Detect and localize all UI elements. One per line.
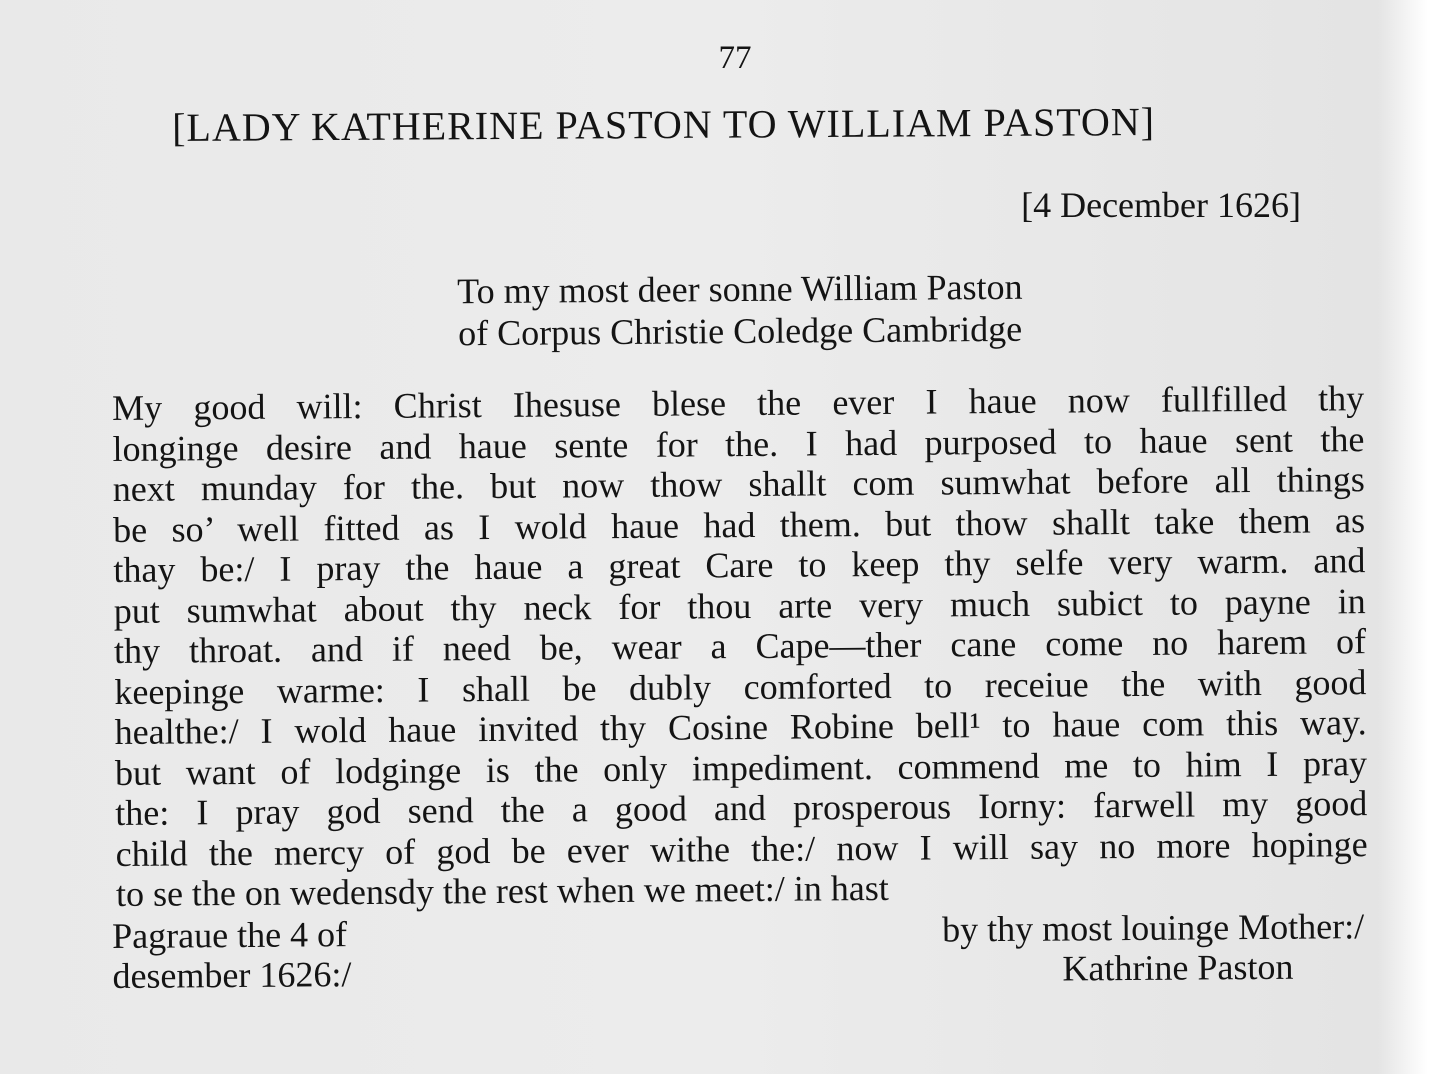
body-line: thy throat. and if need be, wear a Cape—ther cane come no harem of: [113, 621, 1367, 671]
body-line: thay be:/ I pray the haue a great Care to keep thy selfe very warm. and: [113, 540, 1366, 590]
body-line: next munday for the. but now thow shallt com sumwhat before all things: [112, 459, 1365, 509]
letter-heading: [LADY KATHERINE PASTON TO WILLIAM PASTON]: [172, 98, 1156, 150]
closing-place-line: Pagraue the 4 of: [112, 914, 348, 956]
body-line: the: I pray god send the a good and prosperous Iorny: farwell my good: [115, 783, 1368, 833]
signature-name: Kathrine Paston: [1062, 946, 1294, 989]
page-number: 77: [718, 40, 752, 76]
body-line: but want of lodginge is the only impediment. commend me to him I pray: [114, 742, 1368, 793]
body-line: healthe:/ I wold haue invited thy Cosine Robine bell¹ to haue com this way.: [114, 702, 1367, 752]
body-line: child the mercy of god be ever withe the:/ now I will say no more hopinge: [115, 823, 1368, 874]
address-line: To my most deer sonne William Paston: [457, 266, 1023, 312]
place-and-date: [112, 914, 352, 996]
body-line: put sumwhat about thy neck for thou arte very much subict to payne in: [113, 580, 1366, 631]
letter-body: [112, 378, 1368, 914]
valediction: by thy most louinge Mother:/: [941, 906, 1365, 950]
closing-date-line: desember 1626:/: [112, 954, 352, 996]
body-line: keepinge warme: I shall be dubly comforted to receiue the with good: [114, 661, 1367, 712]
body-line: My good will: Christ Ihesuse blese the ever I haue now fullfilled thy: [112, 378, 1365, 428]
letter-closing: [112, 906, 1365, 1006]
body-line: be so’ well fitted as I wold haue had them. but thow shallt take them as: [112, 499, 1366, 550]
letter-date: [4 December 1626]: [1021, 185, 1301, 225]
letter-address: [330, 265, 1151, 355]
address-line: of Corpus Christie Coledge Cambridge: [458, 308, 1023, 354]
body-line: longinge desire and haue sente for the. I had purposed to haue sent the: [112, 418, 1365, 469]
body-line: to se the on wedensdy the rest when we meet:/ in hast: [115, 867, 889, 914]
signature-block: [942, 906, 1365, 989]
